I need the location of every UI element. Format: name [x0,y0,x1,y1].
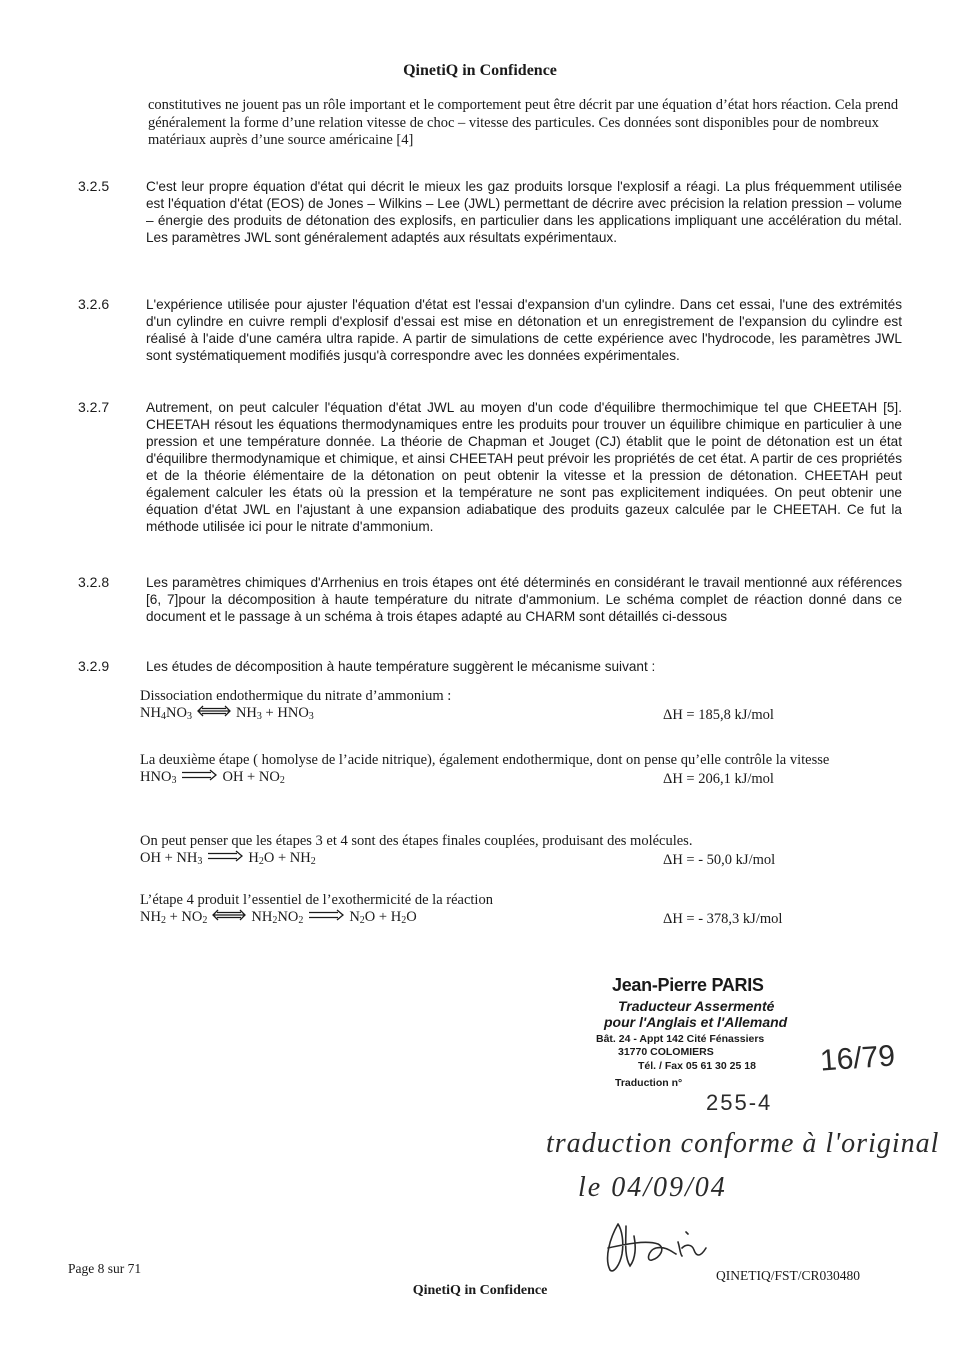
reaction-equation [140,769,285,786]
reaction-1 [140,687,860,725]
product: $NH_3 + HNO_3$ [235,705,314,722]
product: $H_2O + NH_2$ [248,850,316,867]
paragraph-text: Autrement, on peut calculer l'équation d'état JWL au moyen d'un code d'équilibre thermochimique tel que CHEETAH [5]. CHEETAH résout les équations thermodynamiques entre les produits pour trouver un équilibre chimique en particulier à une pression et une température donnée. La théorie de Chapman et Jouget (CJ) établit que le point de détonation est un état d'équilibre thermodynamique et chimique, et ainsi CHEETAH peut prévoir les propriétés de cet état. A partir de ces propriétés et de la théorie élémentaire de la détonation on peut obtenir la vitesse et la pression de détonation. CHEETAH peut également calculer les états où la pression et la température ne sont pas explicitement indiquées. On peut obtenir une équation d'état JWL en l'ajustant à une expansion adiabatique des produits gazeux calculée par le CHEETAH. Ce fut la méthode utilisée ici pour le nitrate d'ammonium. [146,400,902,534]
reaction-title: L’étape 4 produit l’essentiel de l’exothermicité de la réaction [140,892,493,908]
double-arrow-icon [197,705,231,722]
paragraph-text: C'est leur propre équation d'état qui décrit le mieux les gaz produits lorsque l'explosif a réagi. La plus fréquemment utilisée est l'équation d'état (EOS) de Jones – Wilkins – Lee (JWL) permettant de décrire avec précision la relation pression – volume – énergie des produits de détonation des explosifs, en particulier dans les applications impliquant une accélération du métal. Les paramètres JWL sont généralement adaptés aux résultats expérimentaux. [146,179,902,245]
reactant: $HNO_3$ [140,769,177,786]
reaction-equation [140,850,316,867]
intermediate: $NH_2NO_2$ [251,909,304,926]
reaction-title: La deuxième étape ( homolyse de l’acide nitrique), également endothermique, dont on pense qu’elle contrôle la vitesse [140,752,830,768]
paragraph-number: 3.2.8 [78,574,110,590]
handwritten-translation-number: 255-4 [706,1090,773,1115]
paragraph-text: L'expérience utilisée pour ajuster l'équation d'état est l'essai d'expansion d'un cylindre. Dans cet essai, l'une des extrémités d'un cylindre en cuivre rempli d'explosif d'essai est mise en détonation et un enregistrement de l'expansion du cylindre est réalisé à l'aide d'une caméra ultra rapide. A partir de simulations de cette expérience avec l'hydrocode, les paramètres JWL sont systématiquement modifiés jusqu'à correspondre avec les données expérimentales. [146,297,902,363]
stamp-languages: pour l'Anglais et l'Allemand [604,1014,788,1030]
enthalpy-value: ΔH = - 50,0 kJ/mol [663,852,776,868]
right-arrow-icon [308,909,344,926]
product: $N_2O + H_2O$ [349,909,417,926]
reaction-2 [140,751,860,789]
paragraph-number: 3.2.5 [78,178,110,194]
right-arrow-icon [207,850,243,867]
page-number: Page 8 sur 71 [68,1261,142,1276]
enthalpy-value: ΔH = - 378,3 kJ/mol [663,911,783,927]
document-reference: QINETIQ/FST/CR030480 [716,1268,861,1283]
stamp-city: 31770 COLOMIERS [618,1046,714,1058]
reaction-equation [140,705,314,722]
stamp-translation-label: Traduction n° [615,1077,683,1089]
enthalpy-value: ΔH = 185,8 kJ/mol [663,707,774,723]
stamp-address: Bât. 24 - Appt 142 Cité Fénassiers [596,1033,765,1045]
handwritten-certification: traduction conforme à l'original [546,1128,940,1159]
reactant: $NH_4NO_3$ [140,705,192,722]
paragraph-text: Les paramètres chimiques d'Arrhenius en trois étapes ont été déterminés en considérant le travail mentionné aux références [6, 7]pour la décomposition à haute température du nitrate d'ammonium. Le schéma complet de réaction donné dans ce document et le passage à un schéma à trois étapes adapté au CHARM sont détaillés ci-dessous [146,575,902,624]
reaction-title: On peut penser que les étapes 3 et 4 sont des étapes finales couplées, produisant des molécules. [140,833,693,849]
paragraph-text: Les études de décomposition à haute température suggèrent le mécanisme suivant : [146,659,656,674]
product: OH + $NO_2$ [222,769,285,786]
paragraph-number: 3.2.6 [78,296,110,312]
stamp-phone: Tél. / Fax 05 61 30 25 18 [638,1060,756,1072]
intro-paragraph: constitutives ne jouent pas un rôle important et le comportement peut être décrit par une équation d’état hors réaction. Cela prend généralement la forme d’une relation vitesse de choc – vitesse des particules. Ces données sont disponibles pour de nombreux matériaux auprès d’une source américaine [4] [148,97,899,148]
double-arrow-icon [212,909,246,926]
reaction-title: Dissociation endothermique du nitrate d’ammonium : [140,688,452,704]
reactant: OH + $NH_3$ [140,850,203,867]
paragraph-number: 3.2.9 [78,658,110,674]
reaction-equation [140,909,417,926]
paragraph-number: 3.2.7 [78,399,110,415]
reactant: $NH_2 + NO_2$ [140,909,208,926]
reaction-3 [140,832,860,870]
page-footer: QinetiQ in Confidence [412,1283,548,1298]
stamp-title: Traducteur Assermenté [618,998,775,1014]
page-header: QinetiQ in Confidence [403,62,557,79]
handwritten-page-count: 16/79 [818,1039,897,1078]
enthalpy-value: ΔH = 206,1 kJ/mol [663,771,774,787]
right-arrow-icon [181,769,217,786]
handwritten-signature [596,1218,736,1283]
handwritten-date: le 04/09/04 [578,1172,727,1203]
reaction-4 [140,891,860,929]
translator-stamp [596,975,830,1089]
stamp-name: Jean-Pierre PARIS [612,975,764,995]
